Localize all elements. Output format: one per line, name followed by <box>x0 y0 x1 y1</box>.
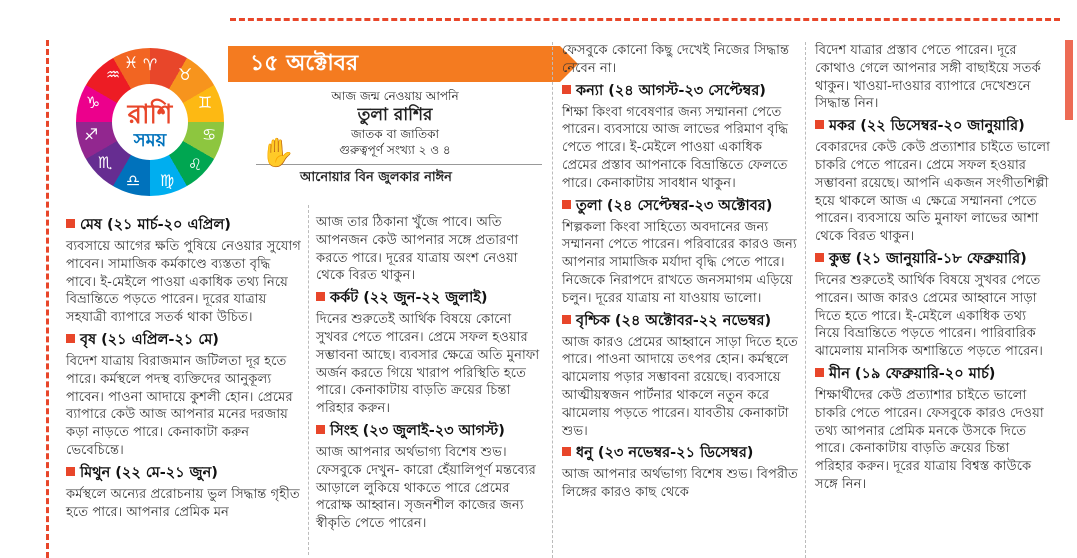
zodiac-icon: ♎ <box>125 171 141 190</box>
sign-heading-text: মিথুন (২২ মে-২১ জুন) <box>80 464 218 481</box>
zodiac-icon: ♉ <box>177 65 193 84</box>
sign-heading <box>66 463 302 483</box>
column-1 <box>66 212 302 521</box>
zodiac-icon: ♑ <box>85 93 101 112</box>
author-name: আনোয়ার বিন জুলকার নাঈন <box>300 170 452 185</box>
bullet-square-icon <box>562 200 571 209</box>
column-separator <box>552 42 553 558</box>
sign-body: শিল্পকলা কিংবা সাহিত্যে অবদানের জন্য সম্মাননা পেতে পারেন। পরিবারের কারও জন্য আপনার সামাজিক মর্যাদা বৃদ্ধি পেতে পারে। নিজেকে নিরাপদে রাখতে জনসমাগম এড়িয়ে চলুন। দূরের যাত্রায় না যাওয়ায় ভালো। <box>562 219 797 306</box>
sign-heading-text: কর্কট (২২ জুন-২২ জুলাই) <box>330 290 488 307</box>
zodiac-icon: ♌ <box>187 155 203 174</box>
sign-heading <box>815 116 1051 136</box>
intro-line: আজ জন্ম নেওয়ায় আপনি <box>331 89 459 103</box>
sign-body: বিদেশ যাত্রার প্রস্তাব পেতে পারেন। দূরে কোথাও গেলে আপনার সঙ্গী বাছাইয়ে সতর্ক থাকুন। খাওয়া-দাওয়ার ব্যাপারে দেখেশুনে সিদ্ধান্ত নিন। <box>815 43 1041 112</box>
zodiac-icon: ♓ <box>123 53 139 72</box>
sign-heading <box>562 196 798 216</box>
zodiac-icon: ♐ <box>83 125 99 144</box>
bullet-square-icon <box>815 253 824 262</box>
sign-body: শিক্ষা কিংবা গবেষণার জন্য সম্মাননা পেতে পারেন। ব্যবসায়ে আজ লাভের পরিমাণ বৃদ্ধি পেতে পারে। ই-মেইলে পাওয়া একাধিক প্রেমের প্রস্তাব আপনাকে বিভ্রান্তিতে ফেলতে পারে। কেনাকাটায় সাবধান থাকুন। <box>562 104 789 191</box>
zodiac-icon: ♒ <box>105 65 121 84</box>
birthday-intro <box>290 88 500 158</box>
sign-heading-text: বৃশ্চিক (২৪ অক্টোবর-২২ নভেম্বর) <box>576 312 772 329</box>
bullet-square-icon <box>562 85 571 94</box>
bullet-square-icon <box>815 120 824 129</box>
zodiac-icon: ♏ <box>97 153 113 172</box>
column-2 <box>316 214 546 533</box>
intro-sign: তুলা রাশির <box>357 105 433 125</box>
sign-heading-text: কুম্ভ (২১ জানুয়ারি-১৮ ফেব্রুয়ারি) <box>829 250 1027 267</box>
sign-heading <box>66 330 302 350</box>
zodiac-icon: ♋ <box>201 125 217 144</box>
header-divider <box>256 164 542 165</box>
sign-heading-text: বৃষ (২১ এপ্রিল-২১ মে) <box>80 331 219 348</box>
logo-center <box>112 84 188 160</box>
zodiac-icon: ♍ <box>159 171 175 190</box>
left-dashed-border <box>46 40 49 558</box>
top-dashed-border <box>230 18 1060 21</box>
sign-heading <box>316 421 546 441</box>
zodiac-icon: ♈ <box>142 55 158 74</box>
sign-body: আজ আপনার অর্থভাগ্য বিশেষ শুভ। বিপরীত লিঙ্গের কারও কাছ থেকে <box>562 467 798 501</box>
bullet-square-icon <box>66 467 75 476</box>
date-banner: ১৫ অক্টোবর <box>228 46 560 82</box>
sign-heading <box>66 215 302 235</box>
header-block <box>60 40 550 200</box>
bullet-square-icon <box>316 292 325 301</box>
bullet-square-icon <box>316 425 325 434</box>
intro-line: গুরুত্বপূর্ণ সংখ্যা ২ ও ৪ <box>339 143 451 157</box>
sign-body: আজ আপনার অর্থভাগ্য বিশেষ শুভ। ফেসবুকে দেখুন- কারো হেঁয়ালিপূর্ণ মন্তব্যের আড়ালে লুকিয়ে থাকতে পারে প্রেমের পরোক্ষ আহ্বান। সৃজনশীল কাজের জন্য স্বীকৃতি পেতে পারেন। <box>316 444 536 532</box>
sign-body: দিনের শুরুতেই আর্থিক বিষয়ে কোনো সুখবর পেতে পারেন। প্রেমে সফল হওয়ার সম্ভাবনা আছে। ব্যবসার ক্ষেত্রে অতি মুনাফা অর্জন করতে গিয়ে খারাপ পরিস্থিতি হতে পারে। কেনাকাটায় বাড়তি ক্রয়ের চিন্তা পরিহার করুন। <box>316 312 540 417</box>
bullet-square-icon <box>66 219 75 228</box>
sign-heading-text: সিংহ (২৩ জুলাই-২৩ আগস্ট) <box>330 422 505 439</box>
sign-heading <box>562 311 798 331</box>
sign-heading-text: মকর (২২ ডিসেম্বর-২০ জানুয়ারি) <box>829 118 1025 135</box>
bullet-square-icon <box>815 368 824 377</box>
intro-line: জাতক বা জাতিকা <box>351 127 439 141</box>
sign-heading <box>815 249 1051 269</box>
bullet-square-icon <box>66 334 75 343</box>
sign-heading-text: ধনু (২৩ নভেম্বর-২১ ডিসেম্বর) <box>576 445 754 462</box>
rashi-logo <box>76 48 224 196</box>
sign-heading-text: মীন (১৯ ফেব্রুয়ারি-২০ মার্চ) <box>829 365 996 382</box>
sign-body: শিক্ষার্থীদের কেউ প্রত্যাশার চাইতে ভালো চাকরি পেতে পারেন। ফেসবুকে কারও দেওয়া তথ্য আপনার প্রেমিক মনকে উসকে দিতে পারে। কেনাকাটায় বাড়তি ক্রয়ের চিন্তা পরিহার করুন। দূরের যাত্রায় বিশ্বস্ত কাউকে সঙ্গে নিন। <box>815 387 1044 492</box>
column-4 <box>815 42 1051 494</box>
bullet-square-icon <box>562 447 571 456</box>
sign-body: বেকারদের কেউ কেউ প্রত্যাশার চাইতে ভালো চাকরি পেতে পারেন। প্রেমে সফল হওয়ার সম্ভাবনা রয়েছে। আপনি একজন সংগীতশিল্পী হয়ে থাকলে আজ এ ক্ষেত্রে সম্মাননা পেতে পারেন। ব্যবসায়ে অতি মুনাফা লাভের আশা থেকে বিরত থাকুন। <box>815 140 1050 245</box>
column-3 <box>562 42 798 502</box>
logo-text-somoy: সময় <box>133 130 167 151</box>
sign-heading <box>562 443 798 463</box>
logo-text-rashi: রাশি <box>127 100 173 130</box>
sign-body: আজ কারও প্রেমের আহ্বানে সাড়া দিতে হতে পারে। পাওনা আদায়ে তৎপর হোন। কর্মস্থলে ঝামেলায় পড়ার সম্ভাবনা রয়েছে। ব্যবসায়ে আত্মীয়স্বজন পার্টনার থাকলে নতুন করে ঝামেলায় পড়তে পারেন। যাবতীয় কেনাকাটা শুভ। <box>562 334 798 439</box>
right-accent-bar <box>1065 40 1073 120</box>
column-separator <box>308 205 309 555</box>
sign-body: বিদেশ যাত্রায় বিরাজমান জটিলতা দূর হতে পারে। কর্মস্থলে পদস্থ ব্যক্তিদের আনুকূল্য পাবেন। পাওনা আদায়ে কুশলী হোন। প্রেমের ব্যাপারে কেউ আজ আপনার মনের দরজায় কড়া নাড়তে পারে। কেনাকাটা করুন ভেবেচিন্তে। <box>66 353 293 458</box>
zodiac-icon: ♊ <box>197 93 213 112</box>
sign-body: কর্মস্থলে অন্যের প্ররোচনায় ভুল সিদ্ধান্ত গৃহীত হতে পারে। আপনার প্রেমিক মন <box>66 486 300 520</box>
sign-body: দিনের শুরুতেই আর্থিক বিষয়ে সুখবর পেতে পারেন। আজ কারও প্রেমের আহ্বানে সাড়া দিতে হতে পারে। ই-মেইলে একাধিক তথ্য নিয়ে বিভ্রান্তিতে পড়তে পারেন। পারিবারিক ঝামেলায় মানসিক অশান্তিতে পড়তে পারেন। <box>815 272 1043 360</box>
column-separator <box>805 42 806 558</box>
bullet-square-icon <box>562 315 571 324</box>
sign-heading <box>316 288 546 308</box>
palm-hand-icon: ✋ <box>260 136 295 169</box>
sign-heading-text: কন্যা (২৪ আগস্ট-২৩ সেপ্টেম্বর) <box>576 82 766 99</box>
sign-body: ফেসবুকে কোনো কিছু দেখেই নিজের সিদ্ধান্ত নেবেন না। <box>562 43 790 76</box>
sign-body: আজ তার ঠিকানা খুঁজে পাবে। অতি আপনজন কেউ আপনার সঙ্গে প্রতারণা করতে পারে। দূরের যাত্রায় অংশ নেওয়া থেকে বিরত থাকুন। <box>316 215 519 284</box>
sign-heading <box>815 364 1051 384</box>
sign-heading <box>562 81 798 101</box>
sign-heading-text: তুলা (২৪ সেপ্টেম্বর-২৩ অক্টোবর) <box>576 197 773 214</box>
sign-heading-text: মেষ (২১ মার্চ-২০ এপ্রিল) <box>80 217 231 233</box>
sign-body: ব্যবসায়ে আগের ক্ষতি পুষিয়ে নেওয়ার সুযোগ পাবেন। সামাজিক কর্মকাণ্ডে ব্যস্ততা বৃদ্ধি পাবে। ই-মেইলে পাওয়া একাধিক তথ্য নিয়ে বিভ্রান্তিতে পড়তে পারেন। দূরের যাত্রায় সহযাত্রী ব্যাপারে সতর্ক থাকা উচিত। <box>66 239 301 326</box>
